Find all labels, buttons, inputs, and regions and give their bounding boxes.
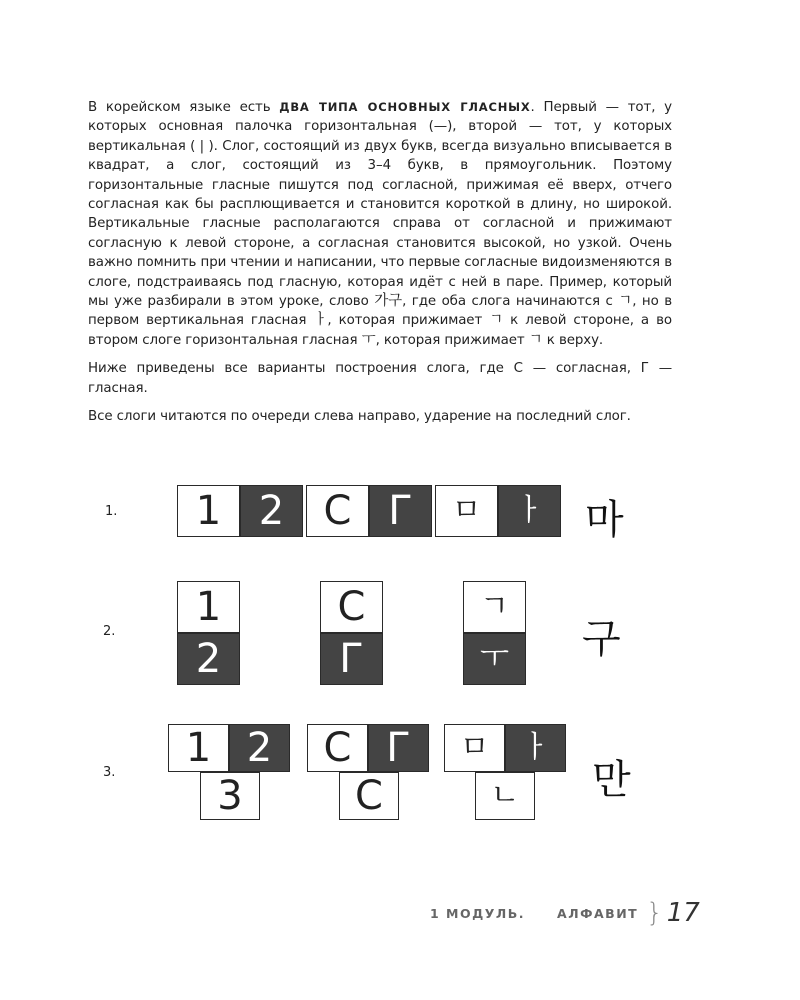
- diagram-cell: Г: [320, 633, 383, 685]
- page-footer: [430, 898, 700, 928]
- page-number: 17: [666, 898, 700, 928]
- diagram-cell: С: [307, 724, 368, 772]
- result-syllable: 구: [582, 616, 621, 662]
- diagram-cell: ㅁ: [444, 724, 505, 772]
- diagram-cell: 2: [229, 724, 290, 772]
- diagram-cell: 1: [177, 485, 240, 537]
- row-number-2: 2.: [103, 624, 116, 639]
- diagram-cell: Г: [369, 485, 432, 537]
- diagram-cell: ㅏ: [505, 724, 566, 772]
- row-number-1: 1.: [105, 504, 118, 519]
- diagram-cell: ㅁ: [435, 485, 498, 537]
- chapter-label: АЛФАВИТ: [557, 905, 639, 921]
- diagram-cell: Г: [368, 724, 429, 772]
- diagram-cell: 1: [177, 581, 240, 633]
- diagram-cell: 1: [168, 724, 229, 772]
- diagram-cell: ㅜ: [463, 633, 526, 685]
- paragraph-syllable-types: В корейском языке есть ДВА ТИПА ОСНОВНЫХ ГЛАСНЫХ. Первый — тот, у которых основная палочка горизонтальная (—), второй — тот, у которых вертикальная ( | ). Слог, состоящий из двух букв, всегда визуально вписывается в квадрат, а слог, состоящий из 3–4 букв, в прямоугольник. Поэтому горизонтальные гласные пишутся под согласной, прижимая её вверх, отчего согласная как бы расплющивается и становится короткой в длину, но широкой. Вертикальные гласные располагаются справа от согласной и прижимают согласную к левой стороне, а согласная становится высокой, но узкой. Очень важно помнить при чтении и написании, что первые согласные видоизменяются в слоге, подстраиваясь под гласную, которая идёт с ней в паре. Пример, который мы уже разбирали в этом уроке, слово 가구, где оба слога начинаются с ㄱ, но в первом вертикальная гласная ㅏ, которая прижимает ㄱ к левой стороне, а во втором слоге горизонтальная гласная ㅜ, которая прижимает ㄱ к верху.: [88, 100, 673, 348]
- brace-divider: }: [646, 898, 663, 928]
- paragraph-reading-order: Все слоги читаются по очереди слева направо, ударение на последний слог.: [88, 409, 631, 425]
- bold-phrase: ДВА ТИПА ОСНОВНЫХ ГЛАСНЫХ: [279, 100, 531, 114]
- diagram-cell: 2: [240, 485, 303, 537]
- diagram-cell: 2: [177, 633, 240, 685]
- diagram-cell: С: [339, 772, 399, 820]
- diagram-cell: ㅏ: [498, 485, 561, 537]
- row-number-3: 3.: [103, 765, 116, 780]
- diagram-cell: С: [320, 581, 383, 633]
- result-syllable: 만: [592, 757, 631, 803]
- diagram-cell: ㄱ: [463, 581, 526, 633]
- body-text: [88, 98, 672, 436]
- paragraph-legend: Ниже приведены все варианты построения слога, где С — согласная, Г — гласная.: [88, 361, 672, 396]
- module-label: 1 МОДУЛЬ.: [430, 905, 526, 921]
- result-syllable: 마: [585, 497, 624, 543]
- korean-word: 가구: [374, 293, 403, 310]
- diagram-cell: 3: [200, 772, 260, 820]
- diagram-cell: С: [306, 485, 369, 537]
- diagram-cell: ㄴ: [475, 772, 535, 820]
